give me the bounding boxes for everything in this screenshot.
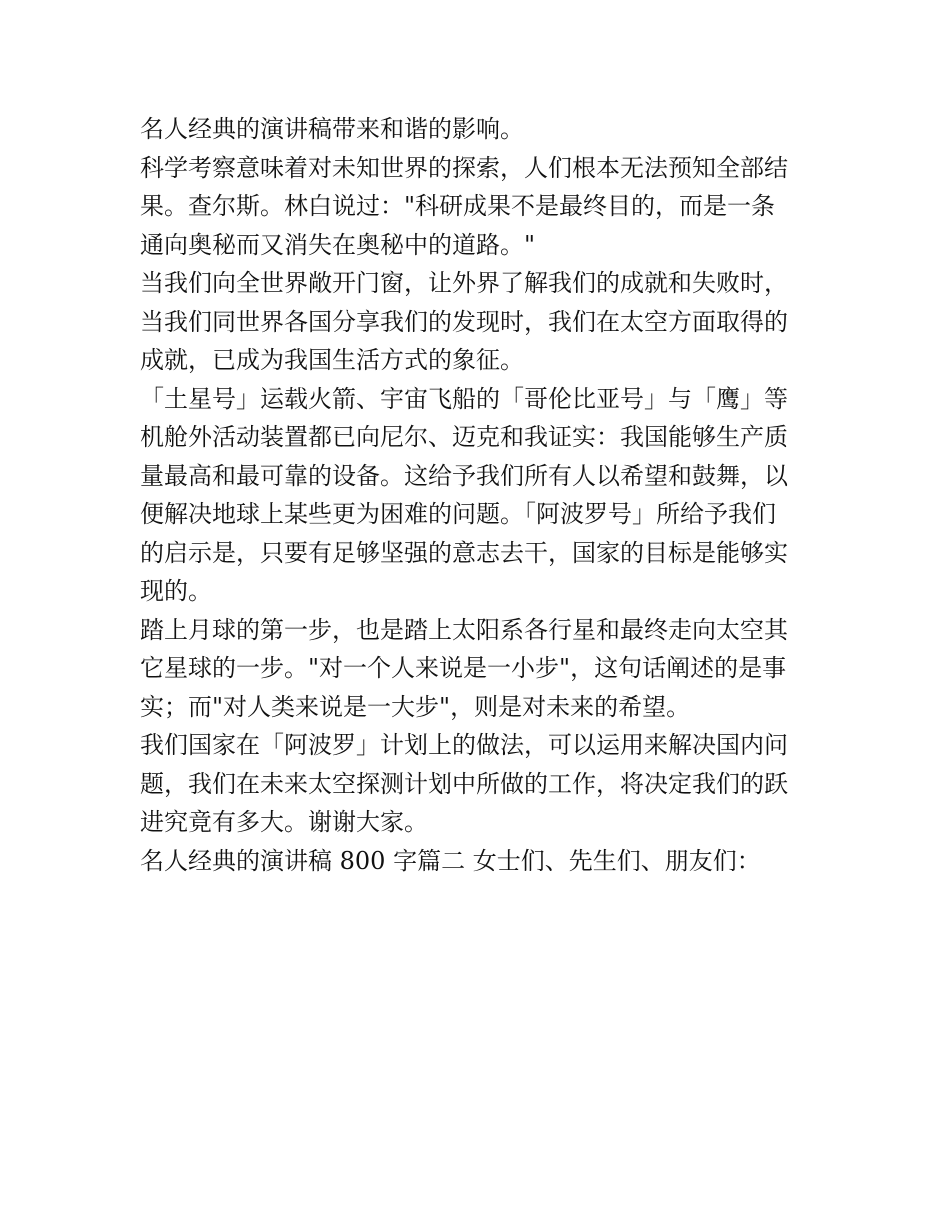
text-line: 成就，已成为我国生活方式的象征。 bbox=[140, 346, 524, 374]
text-line: 当我们同世界各国分享我们的发现时，我们在太空方面取得的 bbox=[140, 307, 788, 336]
text-line: 踏上月球的第一步，也是踏上太阳系各行星和最终走向太空其 bbox=[140, 615, 788, 644]
text-line: 果。查尔斯。林白说过："科研成果不是最终目的，而是一条 bbox=[140, 192, 776, 220]
text-line: 进究竟有多大。谢谢大家。 bbox=[140, 808, 428, 836]
text-line: 实；而"对人类来说是一大步"，则是对未来的希望。 bbox=[140, 692, 691, 721]
text-line: 当我们向全世界敞开门窗，让外界了解我们的成就和失败时， bbox=[140, 269, 788, 297]
paragraph-2 bbox=[140, 149, 812, 265]
paragraph-7 bbox=[140, 842, 812, 881]
paragraph-5 bbox=[140, 611, 812, 727]
text-line: 「土星号」运载火箭、宇宙飞船的「哥伦比亚号」与「鹰」等 bbox=[140, 384, 788, 413]
text-line: 的启示是，只要有足够坚强的意志去干，国家的目标是能够实 bbox=[140, 538, 788, 567]
text-line: 机舱外活动装置都已向尼尔、迈克和我证实：我国能够生产质 bbox=[140, 423, 788, 451]
text-line: 我们国家在「阿波罗」计划上的做法，可以运用来解决国内问 bbox=[140, 731, 788, 759]
document-body bbox=[140, 110, 812, 880]
text-line: 名人经典的演讲稿带来和谐的影响。 bbox=[140, 115, 524, 143]
text-line: 它星球的一步。"对一个人来说是一小步"，这句话阐述的是事 bbox=[140, 654, 787, 682]
paragraph-1 bbox=[140, 110, 812, 149]
text-line: 题，我们在未来太空探测计划中所做的工作，将决定我们的跃 bbox=[140, 769, 788, 798]
text-line: 现的。 bbox=[140, 577, 212, 605]
text-line: 名人经典的演讲稿 800 字篇二 女士们、先生们、朋友们： bbox=[140, 846, 761, 875]
paragraph-4 bbox=[140, 380, 812, 611]
text-line: 通向奥秘而又消失在奥秘中的道路。" bbox=[140, 230, 536, 259]
text-line: 便解决地球上某些更为困难的问题。「阿波罗号」所给予我们 bbox=[140, 500, 776, 528]
text-line: 量最高和最可靠的设备。这给予我们所有人以希望和鼓舞，以 bbox=[140, 461, 788, 490]
text-line: 科学考察意味着对未知世界的探索，人们根本无法预知全部结 bbox=[140, 153, 788, 182]
paragraph-6 bbox=[140, 726, 812, 842]
paragraph-3 bbox=[140, 264, 812, 380]
